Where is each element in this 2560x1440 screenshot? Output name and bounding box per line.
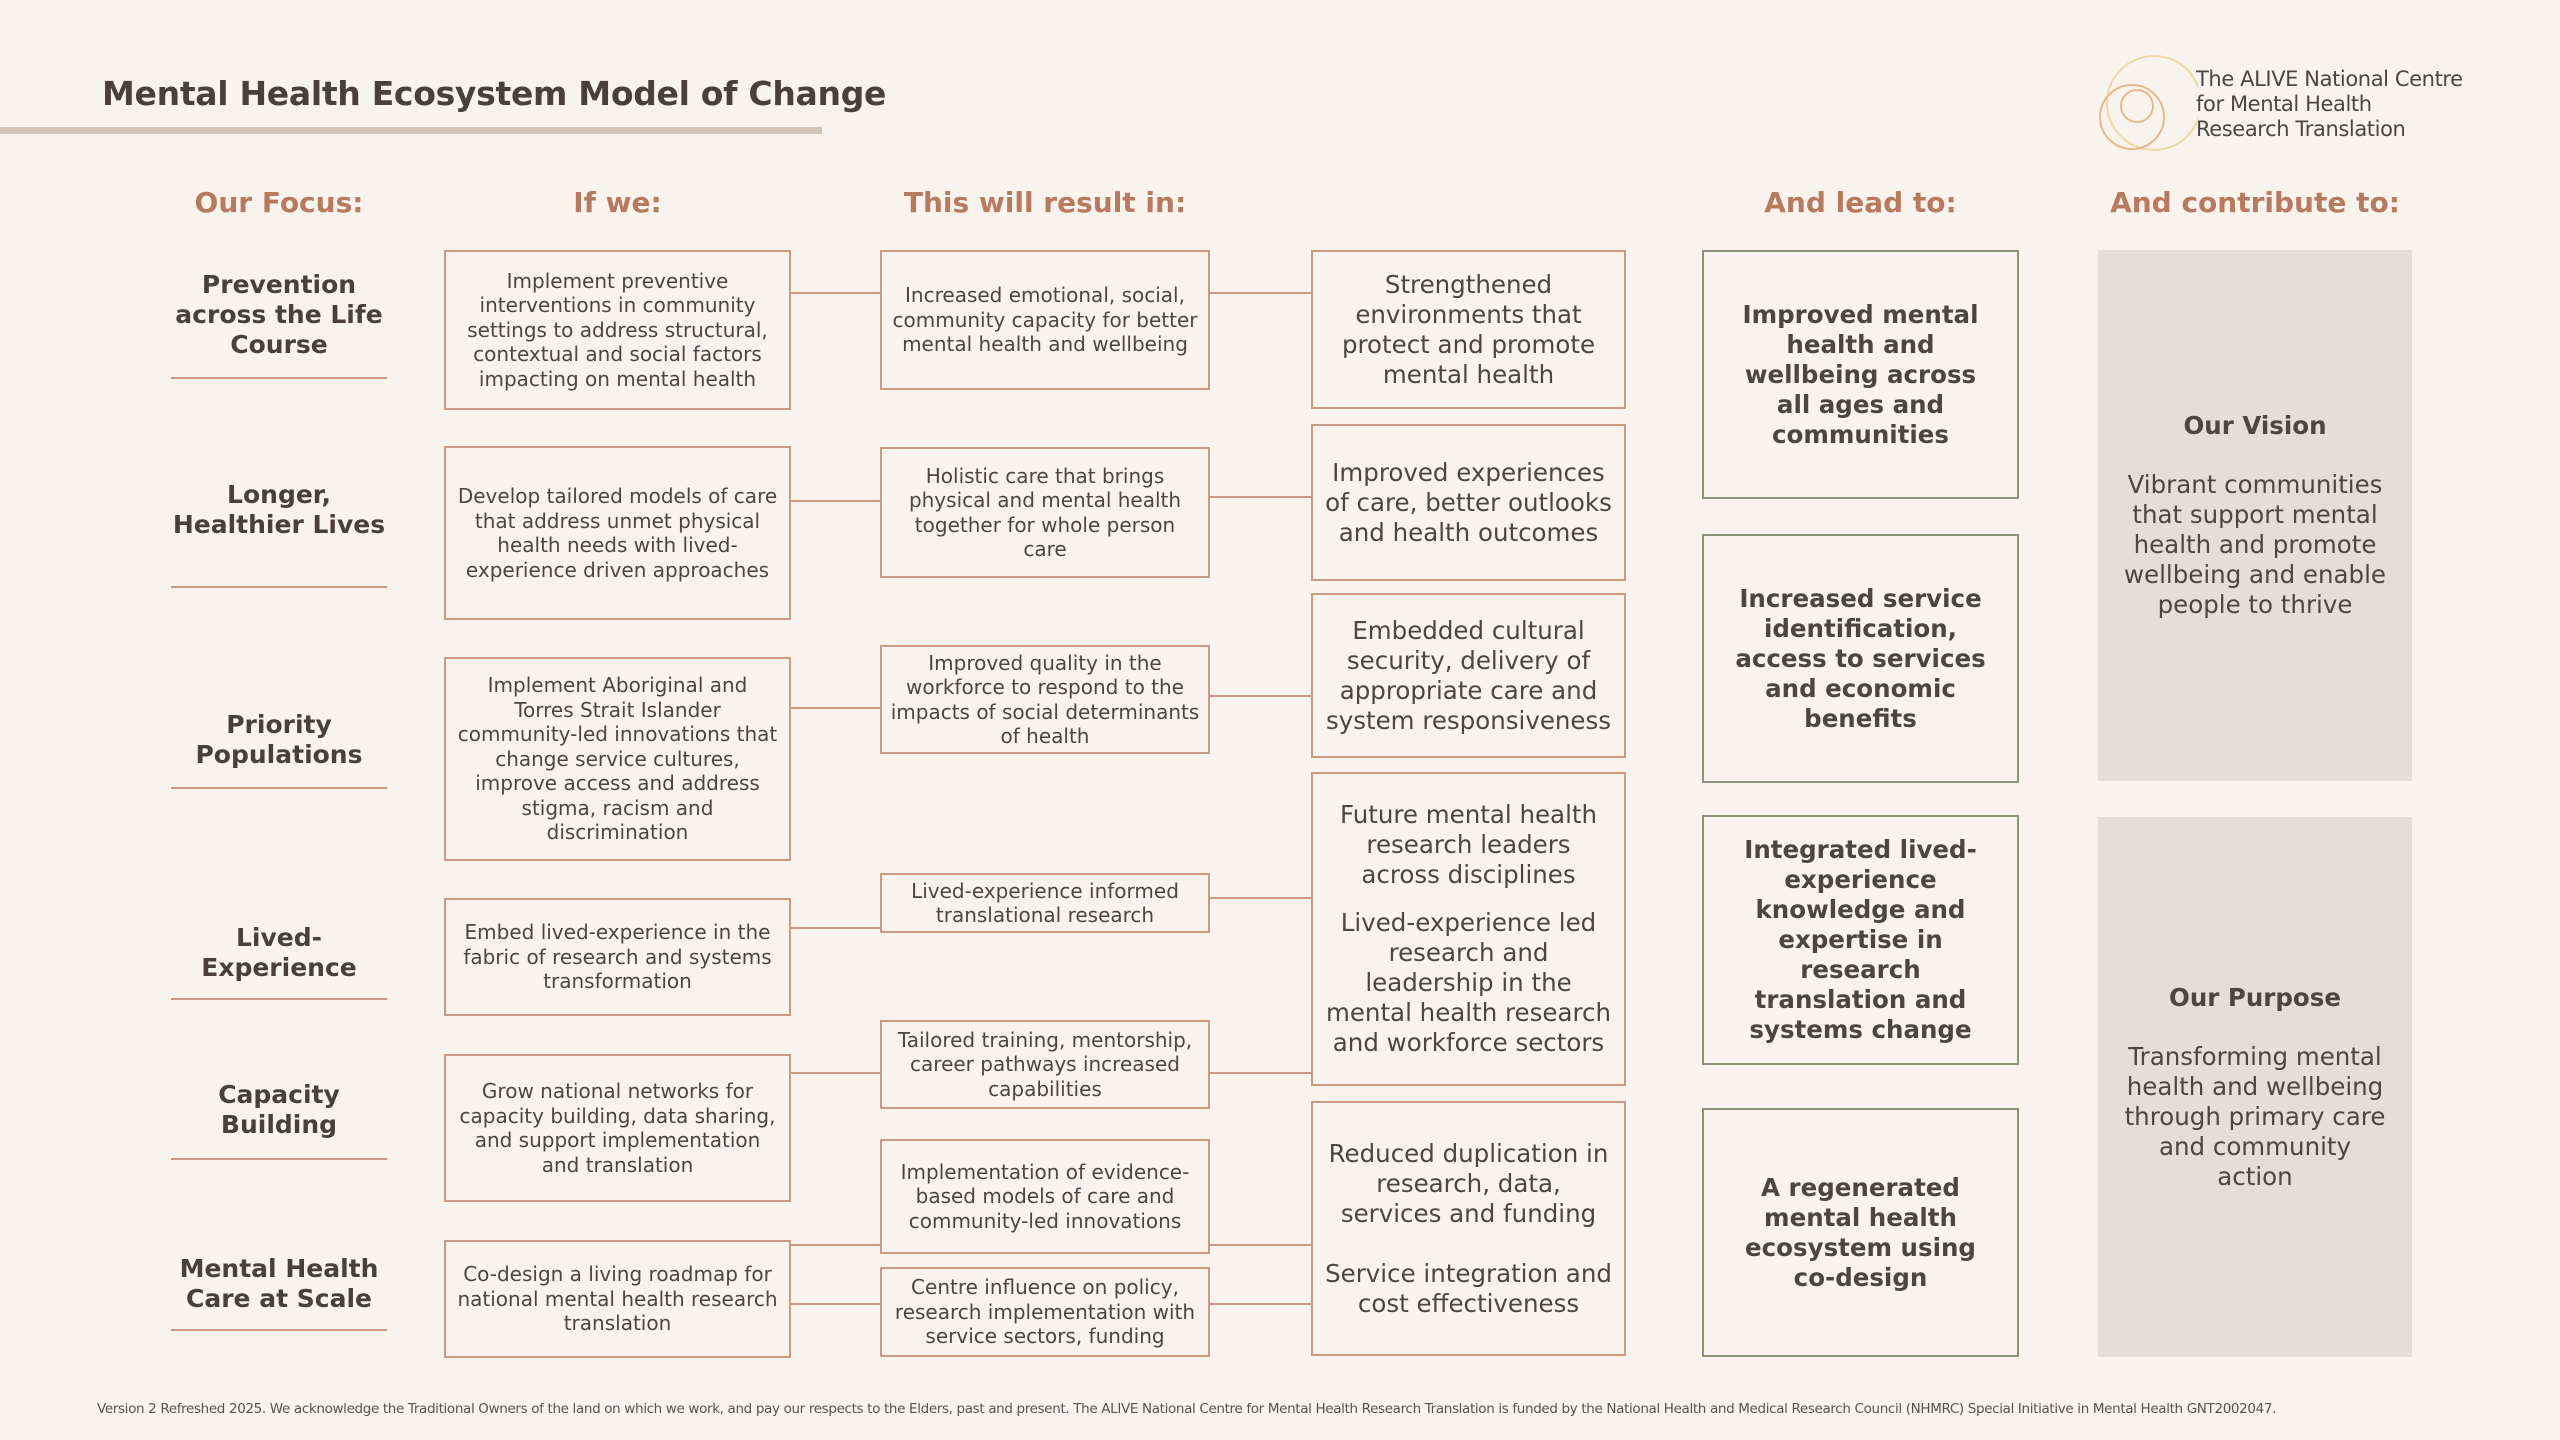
medium-term-result-box	[1311, 772, 1626, 1086]
short-term-result-box	[880, 250, 1210, 390]
column-heading-contribute: And contribute to:	[2110, 186, 2400, 219]
connector	[1209, 897, 1311, 899]
connector	[1209, 496, 1311, 498]
connector	[790, 292, 880, 294]
focus-area-capacity-building: Capacity Building	[218, 1080, 340, 1139]
connector	[790, 1072, 880, 1074]
result-text: Strengthened environments that protect and promote mental health	[1341, 269, 1596, 389]
connector	[1209, 695, 1311, 697]
medium-term-result-box	[1311, 250, 1626, 409]
result-text: Increased emotional, social, community capacity for better mental health and wellbeing	[892, 283, 1198, 357]
result-text: Embedded cultural security, delivery of appropriate care and system responsiveness	[1325, 615, 1612, 735]
short-term-result-box	[880, 1139, 1210, 1254]
result-text: Tailored training, mentorship, career pathways increased capabilities	[897, 1027, 1193, 1101]
overlapping-circles-logo-icon	[2098, 55, 2198, 160]
vision-text: Vibrant communities that support mental health and promote wellbeing and enable people to thrive	[2124, 470, 2386, 619]
logo-line-3: Research Translation	[2196, 117, 2406, 141]
column-heading-if-we: If we:	[573, 186, 662, 219]
action-box	[444, 898, 791, 1016]
outcome-text: Increased service identification, access to services and economic benefits	[1735, 583, 1986, 733]
outcome-box	[1702, 815, 2019, 1065]
organisation-logo	[2098, 55, 2478, 160]
action-box	[444, 657, 791, 861]
outcome-text: Improved mental health and wellbeing across all ages and communities	[1742, 299, 1979, 449]
result-text: Future mental health research leaders across disciplines	[1339, 800, 1598, 889]
result-text: Reduced duplication in research, data, services and funding	[1328, 1138, 1609, 1228]
purpose-text: Transforming mental health and wellbeing through primary care and community action	[2124, 1041, 2386, 1191]
action-text: Implement preventive interventions in community settings to address structural, contextual and social factors impacting on mental health	[467, 268, 768, 391]
outcome-box	[1702, 1108, 2019, 1357]
action-box	[444, 1240, 791, 1358]
focus-divider	[171, 1158, 387, 1160]
connector	[1209, 1244, 1311, 1246]
focus-divider	[171, 586, 387, 588]
action-text: Grow national networks for capacity building, data sharing, and support implementation and translation	[459, 1079, 776, 1177]
result-text: Centre influence on policy, research implementation with service sectors, funding	[894, 1275, 1196, 1349]
focus-area-lived-experience: Lived-Experience	[201, 923, 357, 982]
result-text: Lived-experience informed translational research	[911, 878, 1179, 927]
connector	[790, 500, 880, 502]
short-term-result-box	[880, 645, 1210, 754]
outcome-box	[1702, 534, 2019, 783]
result-text: Holistic care that brings physical and mental health together for whole person care	[908, 463, 1182, 561]
action-text: Embed lived-experience in the fabric of research and systems transformation	[463, 920, 772, 994]
action-text: Develop tailored models of care that address unmet physical health needs with lived-experience driven approaches	[457, 484, 778, 582]
vision-panel	[2098, 250, 2412, 781]
vision-heading: Our Vision	[2183, 411, 2327, 440]
purpose-heading: Our Purpose	[2169, 982, 2341, 1012]
focus-divider	[171, 998, 387, 1000]
focus-divider	[171, 1329, 387, 1331]
connector	[790, 927, 880, 929]
focus-area-longer-lives: Longer, Healthier Lives	[172, 480, 386, 539]
outcome-box	[1702, 250, 2019, 499]
column-heading-lead: And lead to:	[1764, 186, 1957, 219]
connector	[1209, 1303, 1311, 1305]
short-term-result-box	[880, 873, 1210, 933]
outcome-text: A regenerated mental health ecosystem using co-design	[1745, 1172, 1976, 1292]
short-term-result-box	[880, 447, 1210, 578]
result-text: Improved experiences of care, better outlooks and health outcomes	[1325, 457, 1612, 547]
medium-term-result-box	[1311, 1101, 1626, 1356]
action-box	[444, 1054, 791, 1202]
column-heading-result: This will result in:	[903, 186, 1187, 219]
page-title: Mental Health Ecosystem Model of Change	[102, 74, 887, 113]
result-text: Lived-experience led research and leadership in the mental health research and workforce sectors	[1325, 908, 1612, 1057]
purpose-panel	[2098, 817, 2412, 1357]
result-text: Service integration and cost effectiveness	[1325, 1258, 1612, 1318]
action-text: Implement Aboriginal and Torres Strait Islander community-led innovations that change service cultures, improve access and address stigma, racism and discrimination	[457, 673, 778, 845]
action-box	[444, 250, 791, 410]
logo-line-2: for Mental Health	[2196, 92, 2372, 116]
connector	[790, 1303, 880, 1305]
connector	[790, 707, 880, 709]
logo-wordmark	[2196, 67, 2463, 142]
connector	[1209, 1072, 1311, 1074]
focus-area-priority-populations: Priority Populations	[195, 710, 363, 769]
outcome-text: Integrated lived-experience knowledge and expertise in research translation and systems change	[1744, 835, 1977, 1044]
medium-term-result-box	[1311, 424, 1626, 581]
column-heading-focus: Our Focus:	[194, 186, 364, 219]
focus-divider	[171, 377, 387, 379]
action-box	[444, 446, 791, 620]
result-text: Improved quality in the workforce to respond to the impacts of social determinants of health	[890, 650, 1200, 748]
action-text: Co-design a living roadmap for national mental health research translation	[457, 1262, 778, 1336]
acknowledgement-footer: Version 2 Refreshed 2025. We acknowledge the Traditional Owners of the land on which we work, and pay our respects to the Elders, past and present. The ALIVE National Centre for Mental Health Research Translation is funded by the National Health and Medical Research Council (NHMRC) Special Initiative in Mental Health GNT2002047.	[97, 1401, 2277, 1417]
focus-area-prevention: Prevention across the Life Course	[175, 270, 383, 359]
result-text: Implementation of evidence-based models of care and community-led innovations	[900, 1159, 1190, 1233]
title-underline	[0, 127, 822, 134]
short-term-result-box	[880, 1267, 1210, 1357]
focus-divider	[171, 787, 387, 789]
connector	[790, 1244, 880, 1246]
logo-line-1: The ALIVE National Centre	[2196, 67, 2463, 91]
short-term-result-box	[880, 1020, 1210, 1109]
connector	[1209, 292, 1311, 294]
medium-term-result-box	[1311, 593, 1626, 758]
focus-area-care-at-scale: Mental Health Care at Scale	[179, 1254, 379, 1313]
